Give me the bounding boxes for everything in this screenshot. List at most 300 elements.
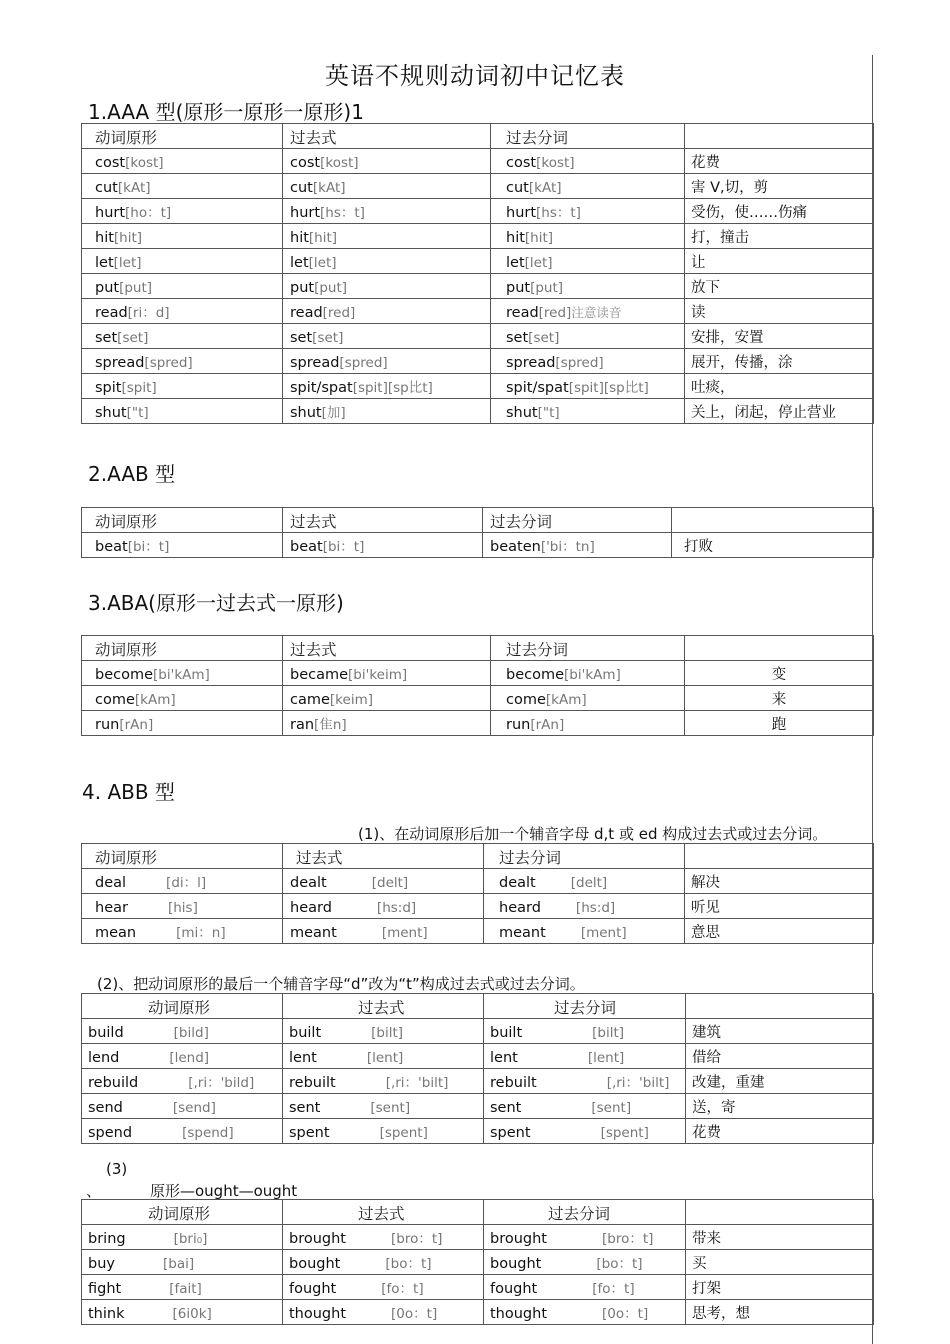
past-tense-cell	[283, 199, 491, 224]
past-participle-word: run	[506, 717, 531, 733]
base-form-cell	[82, 1044, 283, 1069]
base-form-word: buy	[88, 1256, 115, 1272]
base-form-phonetic: [kAt]	[117, 180, 151, 196]
table-row	[82, 1300, 874, 1325]
column-header: 过去分词	[484, 994, 686, 1019]
past-participle-word: brought	[490, 1231, 547, 1247]
pronunciation-note: 注意读音	[571, 305, 622, 320]
past-tense-phonetic: [lent]	[366, 1050, 404, 1066]
past-tense-word: lent	[289, 1050, 317, 1066]
table-row	[82, 224, 874, 249]
past-tense-word: ran	[290, 717, 315, 733]
past-tense-cell	[283, 349, 491, 374]
meaning-cell: 让	[685, 249, 874, 274]
base-form-word: fight	[88, 1281, 122, 1297]
abb-rule-3-comma: 、	[86, 1182, 102, 1200]
section-aaa-heading: 1.AAA 型(原形一原形一原形)1	[88, 100, 364, 124]
abb-rule-3-table	[81, 1199, 874, 1325]
past-participle-cell	[484, 1225, 686, 1250]
meaning-cell: 放下	[685, 274, 874, 299]
meaning-cell: 打架	[686, 1275, 874, 1300]
column-header	[685, 636, 874, 661]
base-form-cell	[82, 199, 283, 224]
past-tense-phonetic: [加]	[321, 405, 346, 421]
column-header: 过去式	[283, 124, 491, 149]
table-row	[82, 324, 874, 349]
column-header	[685, 844, 874, 869]
meaning-cell: 买	[686, 1250, 874, 1275]
past-participle-word: bought	[490, 1256, 542, 1272]
past-participle-phonetic: [spent]	[600, 1125, 649, 1141]
base-form-cell	[82, 1225, 283, 1250]
past-tense-phonetic: [set]	[312, 330, 344, 346]
base-form-phonetic: [kAm]	[134, 692, 176, 708]
past-participle-phonetic: [fo：t]	[592, 1281, 635, 1297]
past-participle-phonetic: [hs:d]	[575, 900, 616, 916]
past-tense-phonetic: [ment]	[381, 925, 428, 941]
past-tense-word: spent	[289, 1125, 330, 1141]
column-header: 动词原形	[82, 994, 283, 1019]
past-participle-cell	[491, 324, 685, 349]
past-participle-cell	[491, 711, 685, 736]
base-form-phonetic: [ho：t]	[125, 205, 172, 221]
base-form-phonetic: [his]	[167, 900, 198, 916]
abb-rule-2-note: (2)、把动词原形的最后一个辅音字母“d”改为“t”构成过去式或过去分词。	[97, 975, 585, 993]
past-participle-word: shut	[506, 405, 538, 421]
past-participle-word: spent	[490, 1125, 531, 1141]
past-participle-word: read	[506, 305, 539, 321]
past-tense-word: came	[290, 692, 330, 708]
past-tense-phonetic: [hs:d]	[376, 900, 417, 916]
base-form-phonetic: [set]	[117, 330, 149, 346]
past-participle-cell	[484, 869, 685, 894]
base-form-phonetic: [bi：t]	[127, 539, 170, 555]
base-form-phonetic: [lend]	[169, 1050, 210, 1066]
past-tense-word: built	[289, 1025, 322, 1041]
meaning-cell: 花费	[686, 1119, 874, 1144]
past-tense-word: hit	[290, 230, 309, 246]
base-form-cell	[82, 894, 283, 919]
past-tense-phonetic: [bi：t]	[322, 539, 365, 555]
base-form-word: deal	[95, 875, 127, 891]
meaning-cell: 关上，闭起，停止营业	[685, 399, 874, 424]
base-form-cell	[82, 349, 283, 374]
table-row	[82, 1094, 874, 1119]
past-participle-cell	[491, 274, 685, 299]
past-participle-word: dealt	[499, 875, 536, 891]
table-row	[82, 1019, 874, 1044]
abb-rule-1-note: (1)、在动词原形后加一个辅音字母 d,t 或 ed 构成过去式或过去分词。	[358, 825, 828, 843]
table-header-row	[82, 844, 874, 869]
base-form-cell	[82, 224, 283, 249]
column-header: 过去分词	[484, 844, 685, 869]
meaning-cell: 受伤，使……伤痛	[685, 199, 874, 224]
past-participle-cell	[484, 1275, 686, 1300]
past-tense-phonetic: [kAt]	[312, 180, 346, 196]
past-tense-phonetic: [隹n]	[314, 717, 347, 733]
past-tense-cell	[283, 1094, 484, 1119]
column-header: 过去式	[283, 636, 491, 661]
table-header-row	[82, 508, 874, 533]
column-header: 过去分词	[491, 636, 685, 661]
past-tense-cell	[283, 399, 491, 424]
base-form-cell	[82, 1019, 283, 1044]
table-row	[82, 919, 874, 944]
base-form-phonetic: [6i0k]	[172, 1306, 212, 1322]
past-participle-word: cut	[506, 180, 529, 196]
table-row	[82, 374, 874, 399]
past-tense-word: rebuilt	[289, 1075, 336, 1091]
past-participle-cell	[484, 1069, 686, 1094]
past-tense-phonetic: [spent]	[379, 1125, 428, 1141]
meaning-cell: 打败	[672, 533, 874, 558]
meaning-cell: 改建，重建	[686, 1069, 874, 1094]
past-participle-cell	[484, 1250, 686, 1275]
past-tense-word: read	[290, 305, 323, 321]
base-form-phonetic: [kost]	[125, 155, 164, 171]
past-participle-phonetic: [bilt]	[592, 1025, 625, 1041]
past-participle-cell	[491, 349, 685, 374]
column-header: 过去式	[283, 508, 483, 533]
past-tense-phonetic: [let]	[308, 255, 337, 271]
past-participle-cell	[484, 1019, 686, 1044]
past-participle-phonetic: [bi'kAm]	[564, 667, 621, 683]
past-tense-phonetic: [hit]	[308, 230, 338, 246]
past-tense-cell	[283, 324, 491, 349]
past-tense-cell	[283, 1119, 484, 1144]
base-form-cell	[82, 1119, 283, 1144]
base-form-cell	[82, 324, 283, 349]
base-form-cell	[82, 919, 283, 944]
past-participle-phonetic: [kost]	[536, 155, 575, 171]
past-tense-word: cut	[290, 180, 313, 196]
base-form-word: beat	[95, 539, 128, 555]
table-row	[82, 1250, 874, 1275]
past-participle-cell	[491, 661, 685, 686]
abb-rule-1-table	[81, 843, 874, 944]
base-form-word: come	[95, 692, 135, 708]
past-participle-cell	[491, 374, 685, 399]
past-tense-cell	[283, 711, 491, 736]
past-tense-cell	[283, 1275, 484, 1300]
past-participle-word: spit/spat	[506, 380, 569, 396]
past-tense-phonetic: [bo：t]	[385, 1256, 432, 1272]
base-form-word: run	[95, 717, 120, 733]
past-participle-cell	[491, 249, 685, 274]
past-participle-word: beaten	[490, 539, 541, 555]
past-tense-word: sent	[289, 1100, 321, 1116]
past-tense-cell	[283, 274, 491, 299]
past-participle-cell	[484, 1300, 686, 1325]
meaning-cell: 变	[685, 661, 874, 686]
past-tense-cell	[283, 1250, 484, 1275]
base-form-phonetic: [bri₀]	[173, 1231, 208, 1247]
meaning-cell: 害 V,切，剪	[685, 174, 874, 199]
past-tense-cell	[283, 1019, 484, 1044]
base-form-cell	[82, 149, 283, 174]
past-tense-phonetic: [0o：t]	[391, 1306, 438, 1322]
past-tense-cell	[283, 149, 491, 174]
table-row	[82, 274, 874, 299]
past-tense-word: fought	[289, 1281, 337, 1297]
table-row	[82, 399, 874, 424]
abb-rule-3-number: (3)	[106, 1160, 128, 1178]
past-participle-cell	[484, 1094, 686, 1119]
base-form-cell	[82, 661, 283, 686]
past-tense-phonetic: [spred]	[339, 355, 388, 371]
base-form-cell	[82, 1094, 283, 1119]
base-form-word: send	[88, 1100, 123, 1116]
base-form-phonetic: [spend]	[182, 1125, 234, 1141]
base-form-phonetic: [put]	[119, 280, 153, 296]
page-title: 英语不规则动词初中记忆表	[325, 62, 625, 90]
base-form-word: cost	[95, 155, 126, 171]
column-header	[686, 994, 874, 1019]
base-form-phonetic: [spit]	[121, 380, 157, 396]
past-participle-phonetic: [lent]	[587, 1050, 625, 1066]
abb-rule-3-note: 原形—ought—ought	[150, 1182, 298, 1200]
base-form-word: spit	[95, 380, 122, 396]
table-row	[82, 1044, 874, 1069]
past-participle-phonetic: [spred]	[555, 355, 604, 371]
past-tense-cell	[283, 174, 491, 199]
section-abb-heading: 4. ABB 型	[82, 780, 175, 804]
column-header: 过去式	[283, 1200, 484, 1225]
base-form-word: hear	[95, 900, 128, 916]
table-row	[82, 661, 874, 686]
past-participle-phonetic: ['bi：tn]	[540, 539, 595, 555]
base-form-cell	[82, 174, 283, 199]
past-participle-word: become	[506, 667, 565, 683]
past-tense-phonetic: [hs：t]	[320, 205, 365, 221]
past-participle-phonetic: [put]	[530, 280, 564, 296]
past-participle-phonetic: [red]	[538, 305, 572, 321]
past-tense-word: cost	[290, 155, 321, 171]
past-tense-cell	[283, 299, 491, 324]
past-participle-cell	[491, 149, 685, 174]
meaning-cell: 安排，安置	[685, 324, 874, 349]
past-tense-phonetic: [keim]	[329, 692, 373, 708]
table-row	[82, 1119, 874, 1144]
past-tense-cell	[283, 869, 484, 894]
base-form-phonetic: [di：l]	[166, 875, 207, 891]
past-tense-cell	[283, 1300, 484, 1325]
past-tense-cell	[283, 1069, 484, 1094]
base-form-word: become	[95, 667, 154, 683]
meaning-cell: 带来	[686, 1225, 874, 1250]
base-form-cell	[82, 299, 283, 324]
past-tense-phonetic: [red]	[322, 305, 356, 321]
table-row	[82, 249, 874, 274]
past-tense-phonetic: [bro：t]	[391, 1231, 443, 1247]
meaning-cell: 听见	[685, 894, 874, 919]
past-participle-cell	[491, 199, 685, 224]
abb-rule-2-table	[81, 993, 874, 1144]
base-form-phonetic: [let]	[113, 255, 142, 271]
past-tense-cell	[283, 533, 483, 558]
base-form-cell	[82, 1250, 283, 1275]
base-form-phonetic: [bild]	[173, 1025, 209, 1041]
table-row	[82, 174, 874, 199]
past-tense-phonetic: [,ri：'bilt]	[385, 1075, 449, 1091]
aab-verb-table	[81, 507, 874, 558]
past-tense-word: put	[290, 280, 315, 296]
table-header-row	[82, 636, 874, 661]
base-form-word: spread	[95, 355, 145, 371]
past-tense-phonetic: [fo：t]	[381, 1281, 424, 1297]
column-header: 过去式	[283, 844, 484, 869]
past-tense-cell	[283, 919, 484, 944]
past-participle-phonetic: [spit][sp比t]	[568, 380, 649, 396]
base-form-cell	[82, 1275, 283, 1300]
past-participle-phonetic: [hit]	[524, 230, 554, 246]
base-form-word: shut	[95, 405, 127, 421]
column-header	[686, 1200, 874, 1225]
base-form-cell	[82, 399, 283, 424]
past-participle-word: lent	[490, 1050, 518, 1066]
past-tense-cell	[283, 224, 491, 249]
past-participle-word: thought	[490, 1306, 548, 1322]
past-participle-word: heard	[499, 900, 541, 916]
past-tense-word: bought	[289, 1256, 341, 1272]
base-form-cell	[82, 686, 283, 711]
table-row	[82, 711, 874, 736]
past-participle-word: set	[506, 330, 529, 346]
past-participle-phonetic: ["t]	[537, 405, 560, 421]
base-form-word: mean	[95, 925, 137, 941]
base-form-cell	[82, 1300, 283, 1325]
past-participle-word: cost	[506, 155, 537, 171]
section-aab-heading: 2.AAB 型	[88, 462, 176, 486]
past-participle-word: hurt	[506, 205, 537, 221]
table-row	[82, 1069, 874, 1094]
section-aba-heading: 3.ABA(原形一过去式一原形)	[88, 591, 344, 615]
past-participle-cell	[491, 686, 685, 711]
past-tense-phonetic: [delt]	[371, 875, 409, 891]
column-header: 动词原形	[82, 508, 283, 533]
column-header: 动词原形	[82, 124, 283, 149]
past-tense-cell	[283, 249, 491, 274]
meaning-cell: 来	[685, 686, 874, 711]
past-tense-cell	[283, 894, 484, 919]
meaning-cell: 送，寄	[686, 1094, 874, 1119]
past-participle-phonetic: [sent]	[591, 1100, 632, 1116]
base-form-phonetic: [mi：n]	[176, 925, 226, 941]
table-row	[82, 149, 874, 174]
meaning-cell: 解决	[685, 869, 874, 894]
past-tense-word: meant	[290, 925, 337, 941]
past-tense-word: heard	[290, 900, 332, 916]
past-participle-cell	[484, 894, 685, 919]
meaning-cell: 建筑	[686, 1019, 874, 1044]
meaning-cell: 花费	[685, 149, 874, 174]
past-participle-phonetic: [ment]	[580, 925, 627, 941]
meaning-cell: 读	[685, 299, 874, 324]
column-header: 动词原形	[82, 636, 283, 661]
base-form-word: set	[95, 330, 118, 346]
past-participle-cell	[491, 399, 685, 424]
base-form-phonetic: [rAn]	[119, 717, 154, 733]
past-participle-phonetic: [delt]	[570, 875, 608, 891]
past-participle-word: fought	[490, 1281, 538, 1297]
base-form-phonetic: [,ri：'bild]	[188, 1075, 255, 1091]
past-tense-cell	[283, 374, 491, 399]
past-participle-word: rebuilt	[490, 1075, 537, 1091]
past-participle-word: sent	[490, 1100, 522, 1116]
past-tense-word: let	[290, 255, 309, 271]
past-tense-word: set	[290, 330, 313, 346]
meaning-cell: 借给	[686, 1044, 874, 1069]
past-tense-word: shut	[290, 405, 322, 421]
meaning-cell: 吐痰，	[685, 374, 874, 399]
column-header: 动词原形	[82, 1200, 283, 1225]
base-form-word: lend	[88, 1050, 120, 1066]
past-tense-word: hurt	[290, 205, 321, 221]
base-form-phonetic: [ri：d]	[127, 305, 170, 321]
table-row	[82, 1225, 874, 1250]
past-tense-cell	[283, 1044, 484, 1069]
base-form-word: build	[88, 1025, 124, 1041]
past-tense-word: spit/spat	[290, 380, 353, 396]
past-participle-cell	[491, 224, 685, 249]
past-tense-cell	[283, 686, 491, 711]
base-form-cell	[82, 274, 283, 299]
past-tense-word: thought	[289, 1306, 347, 1322]
base-form-word: cut	[95, 180, 118, 196]
meaning-cell: 意思	[685, 919, 874, 944]
table-row	[82, 199, 874, 224]
base-form-word: spend	[88, 1125, 133, 1141]
past-participle-cell	[491, 174, 685, 199]
base-form-phonetic: [hit]	[113, 230, 143, 246]
column-header: 过去分词	[483, 508, 672, 533]
aaa-verb-table	[81, 123, 874, 424]
past-tense-word: became	[290, 667, 349, 683]
base-form-word: hurt	[95, 205, 126, 221]
past-tense-word: brought	[289, 1231, 346, 1247]
column-header	[672, 508, 874, 533]
base-form-phonetic: [bi'kAm]	[153, 667, 210, 683]
past-participle-word: meant	[499, 925, 546, 941]
meaning-cell: 跑	[685, 711, 874, 736]
past-participle-phonetic: [,ri：'bilt]	[606, 1075, 670, 1091]
past-participle-phonetic: [set]	[528, 330, 560, 346]
table-row	[82, 1275, 874, 1300]
base-form-phonetic: [fait]	[169, 1281, 202, 1297]
past-tense-cell	[283, 661, 491, 686]
meaning-cell: 思考，想	[686, 1300, 874, 1325]
past-participle-cell	[491, 299, 685, 324]
base-form-word: read	[95, 305, 128, 321]
column-header: 动词原形	[82, 844, 283, 869]
base-form-word: think	[88, 1306, 125, 1322]
base-form-cell	[82, 533, 283, 558]
past-participle-word: let	[506, 255, 525, 271]
column-header: 过去分词	[491, 124, 685, 149]
base-form-phonetic: [send]	[172, 1100, 216, 1116]
past-tense-word: dealt	[290, 875, 327, 891]
table-header-row	[82, 994, 874, 1019]
base-form-cell	[82, 249, 283, 274]
past-participle-phonetic: [kAm]	[545, 692, 587, 708]
past-participle-phonetic: [rAn]	[530, 717, 565, 733]
base-form-cell	[82, 711, 283, 736]
table-row	[82, 299, 874, 324]
table-row	[82, 894, 874, 919]
past-participle-word: come	[506, 692, 546, 708]
table-row	[82, 869, 874, 894]
base-form-cell	[82, 374, 283, 399]
